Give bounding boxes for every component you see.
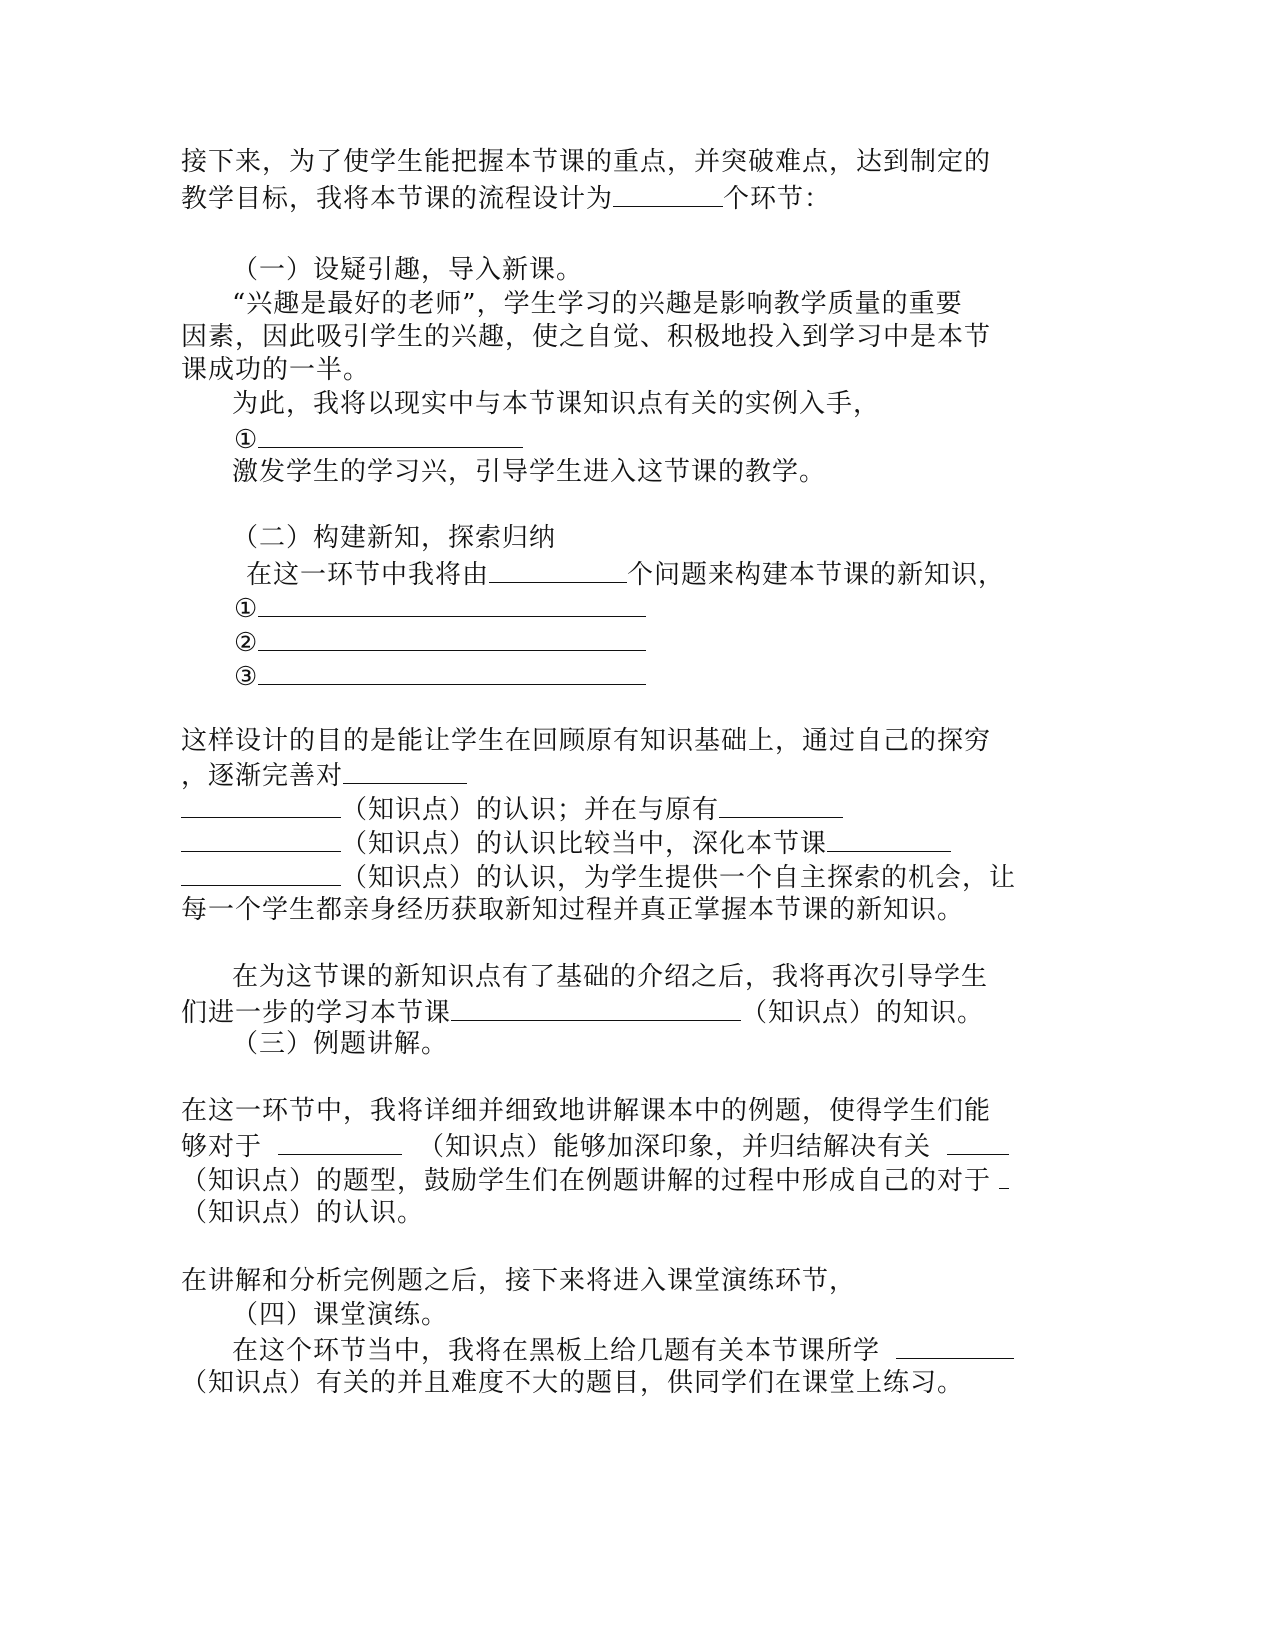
knowledge-blank-8[interactable] (278, 1128, 402, 1155)
section-4-lead-text: 在讲解和分析完例题之后，接下来将进入课堂演练环节， (181, 1266, 857, 1296)
steps-count-blank[interactable] (613, 180, 723, 207)
section-4-heading-text: （四）课堂演练。 (232, 1300, 449, 1330)
question-item-2 (234, 624, 646, 658)
purpose-text-4: （知识点）的认识比较当中，深化本节课 (341, 829, 828, 859)
knowledge-blank-2[interactable] (181, 791, 341, 818)
section-3-text-3: （知识点）的题型，鼓励学生们在例题讲解的过程中形成自己的对于 (181, 1166, 992, 1196)
purpose-line-5 (181, 859, 1016, 893)
intro-line-2 (181, 180, 831, 214)
section-2-heading-text: （二）构建新知，探索归纳 (232, 523, 557, 553)
section-3-text-2b: （知识点）能够加深印象，并归结解决有关 (418, 1132, 932, 1162)
question-blank-1[interactable] (258, 590, 646, 617)
section-1-para-2 (232, 387, 880, 421)
question-item-3 (234, 658, 646, 692)
section-3-text-1: 在这一环节中，我将详细并细致地讲解课本中的例题，使得学生们能 (181, 1096, 992, 1126)
section-2-text-1a: 在这一环节中我将由 (246, 560, 490, 590)
next-line-1 (232, 960, 988, 994)
knowledge-blank-4[interactable] (181, 825, 341, 852)
purpose-text-2: ，逐渐完善对 (181, 761, 344, 791)
item-marker-1: ① (234, 425, 259, 455)
example-blank-1[interactable] (258, 421, 523, 448)
section-1-para-3 (232, 455, 826, 489)
knowledge-blank-6[interactable] (181, 859, 341, 886)
section-3-line-2 (181, 1128, 1009, 1162)
section-1-heading-text: （一）设疑引趣，导入新课。 (232, 255, 584, 285)
section-3-text-2a: 够对于 (181, 1132, 263, 1162)
section-1-para-line-3 (181, 353, 370, 387)
knowledge-blank-11[interactable] (896, 1332, 1014, 1359)
purpose-text-1: 这样设计的目的是能让学生在回顾原有知识基础上，通过自己的探穷 (181, 726, 992, 756)
question-blank-3[interactable] (258, 658, 646, 685)
section-1-heading (232, 253, 583, 287)
knowledge-blank-3[interactable] (719, 791, 843, 818)
intro-line-1 (181, 145, 991, 179)
purpose-text-6: 每一个学生都亲身经历获取新知过程并真正掌握本节课的新知识。 (181, 895, 965, 925)
purpose-line-1 (181, 724, 991, 758)
section-3-line-4 (181, 1196, 424, 1230)
purpose-text-5: （知识点）的认识，为学生提供一个自主探索的机会，让 (341, 863, 1017, 893)
knowledge-blank-5[interactable] (827, 825, 951, 852)
next-text-1: 在为这节课的新知识点有了基础的介绍之后，我将再次引导学生 (232, 962, 989, 992)
section-1-text-4: 为此，我将以现实中与本节课知识点有关的实例入手， (232, 389, 881, 419)
intro-text-2b: 个环节： (723, 184, 832, 214)
section-2-line-1 (246, 556, 1005, 590)
next-text-2b: （知识点）的知识。 (741, 998, 985, 1028)
purpose-text-3: （知识点）的认识；并在与原有 (341, 795, 720, 825)
section-1-para-line-2 (181, 320, 991, 354)
question-marker-2: ② (234, 628, 259, 658)
question-marker-1: ① (234, 594, 259, 624)
purpose-line-6 (181, 893, 964, 927)
section-1-text-5: 激发学生的学习兴，引导学生进入这节课的教学。 (232, 457, 827, 487)
section-4-line-1 (232, 1332, 1014, 1366)
section-4-lead (181, 1264, 856, 1298)
section-2-heading (232, 521, 556, 555)
intro-text-2a: 教学目标，我将本节课的流程设计为 (181, 184, 614, 214)
knowledge-blank-1[interactable] (343, 757, 467, 784)
purpose-line-4 (181, 825, 951, 859)
section-4-text-1: 在这个环节当中，我将在黑板上给几题有关本节课所学 (232, 1336, 881, 1366)
section-1-item-1 (234, 421, 523, 455)
knowledge-blank-10[interactable] (999, 1162, 1009, 1189)
next-line-2 (181, 994, 984, 1028)
question-count-blank[interactable] (489, 556, 627, 583)
section-3-line-1 (181, 1094, 991, 1128)
section-1-text-2: 因素，因此吸引学生的兴趣，使之自觉、积极地投入到学习中是本节 (181, 322, 992, 352)
section-1-para-line-1 (232, 287, 963, 321)
knowledge-blank-9[interactable] (947, 1128, 1009, 1155)
section-4-heading (232, 1298, 448, 1332)
next-text-2a: 们进一步的学习本节课 (181, 998, 452, 1028)
intro-text-1: 接下来，为了使学生能把握本节课的重点，并突破难点，达到制定的 (181, 147, 992, 177)
knowledge-blank-7[interactable] (451, 994, 741, 1021)
section-3-line-3 (181, 1162, 1009, 1196)
section-4-line-2 (181, 1366, 964, 1400)
question-item-1 (234, 590, 646, 624)
section-4-text-2: （知识点）有关的并且难度不大的题目，供同学们在课堂上练习。 (181, 1368, 965, 1398)
section-1-text-3: 课成功的一半。 (181, 355, 371, 385)
purpose-line-2 (181, 757, 467, 791)
section-1-text-1: “兴趣是最好的老师”，学生学习的兴趣是影响教学质量的重要 (232, 289, 963, 319)
question-blank-2[interactable] (258, 624, 646, 651)
purpose-line-3 (181, 791, 843, 825)
section-3-text-4: （知识点）的认识。 (181, 1198, 425, 1228)
section-3-heading (232, 1027, 448, 1061)
question-marker-3: ③ (234, 662, 259, 692)
section-2-text-1b: 个问题来构建本节课的新知识， (627, 560, 1006, 590)
section-3-heading-text: （三）例题讲解。 (232, 1029, 449, 1059)
